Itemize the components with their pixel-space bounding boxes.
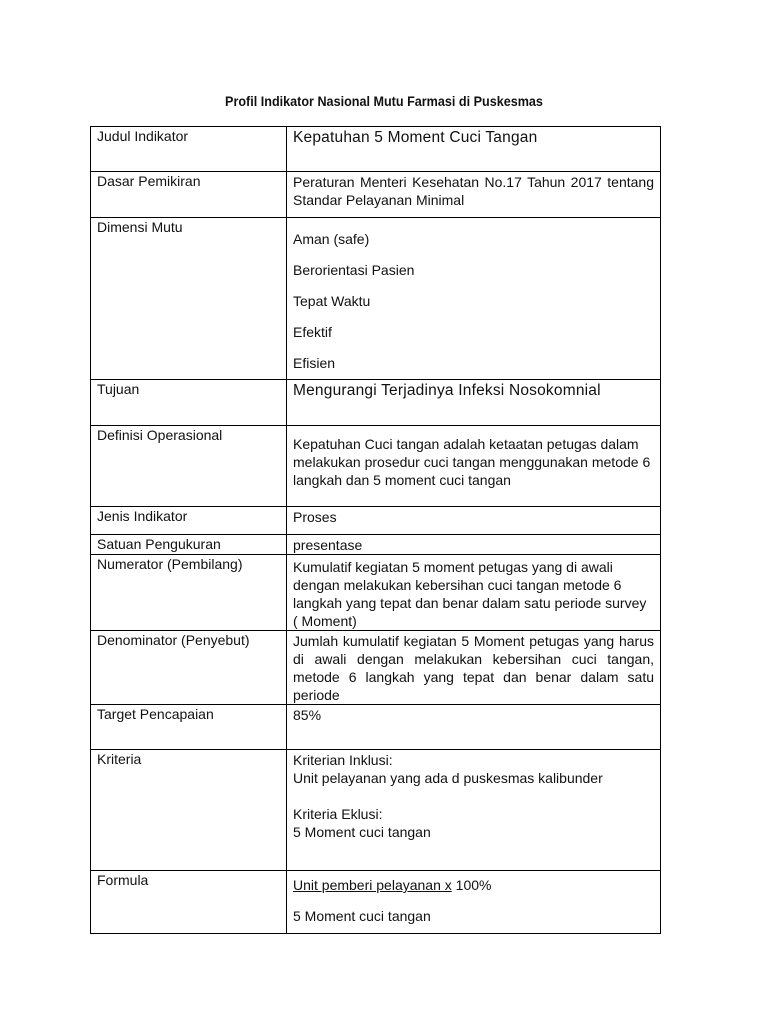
row-label: Dimensi Mutu [91,218,287,380]
formula-numerator-text: Unit pemberi pelayanan x [293,877,452,893]
document-title: Profil Indikator Nasional Mutu Farmasi di Puskesmas [225,93,543,109]
row-value: Kepatuhan Cuci tangan adalah ketaatan petugas dalam melakukan prosedur cuci tangan menggunakan metode 6 langkah dan 5 moment cuci tangan [287,426,661,507]
indicator-profile-table [90,126,661,934]
kriteria-eklusi-value: 5 Moment cuci tangan [293,824,431,840]
row-label: Tujuan [91,380,287,426]
dimensi-item: Efektif [293,324,332,340]
table-row-formula [91,871,661,934]
table-row-numerator [91,555,661,631]
row-value [287,218,661,380]
dimensi-item: Aman (safe) [293,231,370,247]
formula-numerator [293,876,654,894]
row-value [287,750,661,871]
row-label: Denominator (Penyebut) [91,631,287,705]
dimensi-item: Efisien [293,355,336,371]
row-label: Judul Indikator [91,127,287,172]
table-row-target [91,705,661,750]
row-label: Kriteria [91,750,287,871]
table-row-denominator [91,631,661,705]
table-row-kriteria [91,750,661,871]
judul-value: Kepatuhan 5 Moment Cuci Tangan [293,129,538,146]
row-value: presentase [287,535,661,555]
table-row-judul [91,127,661,172]
table-row-dasar [91,172,661,218]
formula-multiplier: 100% [451,877,492,893]
row-label: Jenis Indikator [91,507,287,535]
kriteria-inklusi-title: Kriterian Inklusi: [293,752,393,768]
row-value: Kumulatif kegiatan 5 moment petugas yang di awali dengan melakukan kebersihan cuci tangan metode 6 langkah yang tepat dan benar dalam satu periode survey ( Moment) [287,555,661,631]
dimensi-item: Tepat Waktu [293,293,371,309]
table-row-jenis [91,507,661,535]
formula-denominator: 5 Moment cuci tangan [293,908,431,924]
table-row-definisi [91,426,661,507]
kriteria-eklusi-title: Kriteria Eklusi: [293,806,383,822]
row-label: Formula [91,871,287,934]
row-label: Satuan Pengukuran [91,535,287,555]
row-value: Peraturan Menteri Kesehatan No.17 Tahun 2017 tentang Standar Pelayanan Minimal [287,172,661,218]
kriteria-inklusi-value: Unit pelayanan yang ada d puskesmas kalibunder [293,770,603,786]
row-value: 85% [287,705,661,750]
tujuan-value: Mengurangi Terjadinya Infeksi Nosokomnial [293,382,601,399]
row-value [287,127,661,172]
table-row-satuan [91,535,661,555]
row-label: Target Pencapaian [91,705,287,750]
row-value: Proses [287,507,661,535]
row-label: Numerator (Pembilang) [91,555,287,631]
row-value [287,871,661,934]
table-row-tujuan [91,380,661,426]
row-value: Jumlah kumulatif kegiatan 5 Moment petugas yang harus di awali dengan melakukan kebersihan cuci tangan, metode 6 langkah yang tepat dan benar dalam satu periode [287,631,661,705]
table-row-dimensi [91,218,661,380]
row-label: Dasar Pemikiran [91,172,287,218]
row-value [287,380,661,426]
row-label: Definisi Operasional [91,426,287,507]
dimensi-item: Berorientasi Pasien [293,262,415,278]
